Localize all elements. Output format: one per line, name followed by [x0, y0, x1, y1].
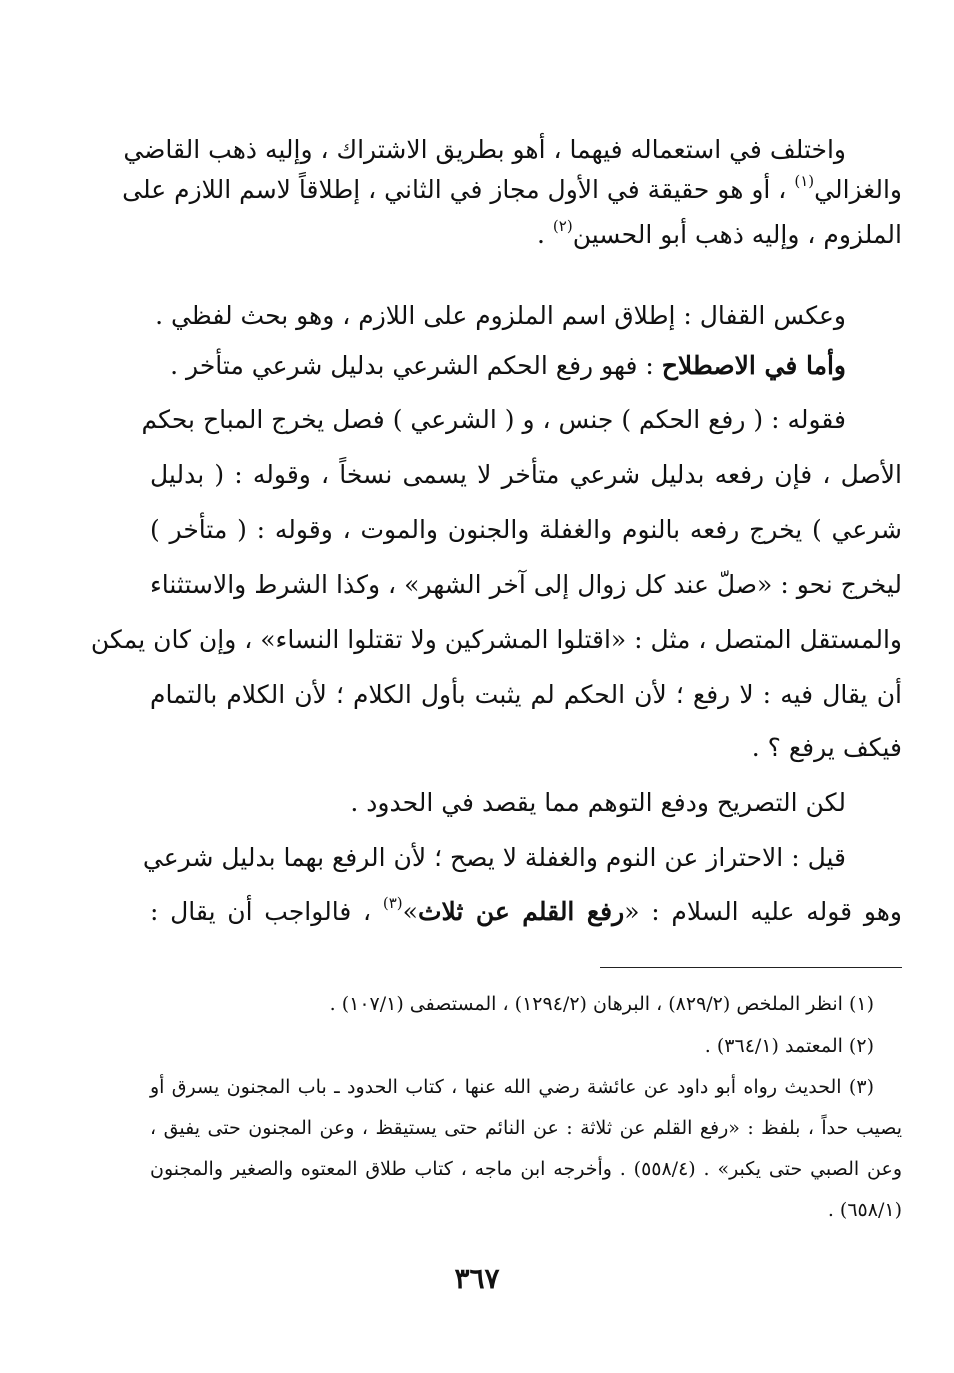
- footnote-ref: (١): [794, 172, 815, 190]
- footnote: (٢) المعتمد (٣٦٤/١) .: [704, 1035, 874, 1057]
- text-line: فقوله : ( رفع الحكم ) جنس ، و ( الشرعي ) فصل يخرج المباح بحكم: [141, 405, 846, 434]
- footnote: يصيب حداً ، بلفظ : «رفع القلم عن ثلاثة : عن النائم حتى يستيقظ ، وعن المجنون حتى يفيق ،: [150, 1117, 902, 1139]
- text-line: ليخرج نحو : «صلّ عند كل زوال إلى آخر الشهر» ، وكذا الشرط والاستثناء: [150, 570, 902, 599]
- text-line: وأما في الاصطلاح : فهو رفع الحكم الشرعي بدليل شرعي متأخر .: [170, 351, 846, 380]
- page-number: ٣٦٧: [454, 1262, 500, 1295]
- text-line: وعكس القفال : إطلاق اسم الملزوم على اللازم ، وهو بحث لفظي .: [155, 301, 846, 330]
- text-line: وهو قوله عليه السلام : «رفع القلم عن ثلاث»$^{(٣)}$ ، فالواجب أن يقال :: [150, 894, 903, 926]
- hadith-quote: رفع القلم عن ثلاث: [417, 897, 625, 926]
- footnote: (٣) الحديث رواه أبو داود عن عائشة رضي الله عنها ، كتاب الحدود ـ باب المجنون يسرق أو: [150, 1076, 874, 1098]
- text-line: الأصل ، فإن رفعه بدليل شرعي متأخر لا يسمى نسخاً ، وقوله : ( بدليل: [150, 460, 902, 489]
- text-line: والمستقل المتصل ، مثل : «اقتلوا المشركين ولا تقتلوا النساء» ، وإن كان يمكن: [90, 625, 902, 654]
- footnote-ref: (٣): [382, 894, 403, 912]
- text-line: واختلف في استعماله فيهما ، أهو بطريق الاشتراك ، وإليه ذهب القاضي: [123, 135, 846, 164]
- footnote: (٦٥٨/١) .: [827, 1199, 902, 1221]
- text-line: قيل : الاحتراز عن النوم والغفلة لا يصح ؛ لأن الرفع بهما بدليل شرعي: [142, 843, 846, 872]
- bold-term: وأما في الاصطلاح: [661, 351, 846, 380]
- footnote-ref: (٢): [552, 217, 573, 235]
- footnote-separator: [600, 967, 902, 968]
- footnote: (١) انظر الملخص (٨٢٩/٢) ، البرهان (١٢٩٤/٢) ، المستصفى (١٠٧/١) .: [329, 993, 874, 1015]
- text-line: والغزالي$^{(١)}$ ، أو هو حقيقة في الأول مجاز في الثاني ، إطلاقاً لاسم اللازم على: [122, 172, 902, 204]
- footnote: وعن الصبي حتى يكبر» . (٥٥٨/٤) . وأخرجه ابن ماجه ، كتاب طلاق المعتوه والصغير والمجنون: [150, 1158, 902, 1180]
- text-line: فيكف يرفع ؟ .: [751, 733, 902, 762]
- text-line: لكن التصريح ودفع التوهم مما يقصد في الحدود .: [350, 788, 846, 817]
- text-line: الملزوم ، وإليه ذهب أبو الحسين$^{(٢)}$ .: [537, 217, 902, 249]
- text-line: أن يقال فيه : لا رفع ؛ لأن الحكم لم يثبت بأول الكلام ؛ لأن الكلام بالتمام: [150, 680, 902, 709]
- text-line: شرعي ) يخرج رفعه بالنوم والغفلة والجنون والموت ، وقوله : ( متأخر ): [150, 515, 902, 544]
